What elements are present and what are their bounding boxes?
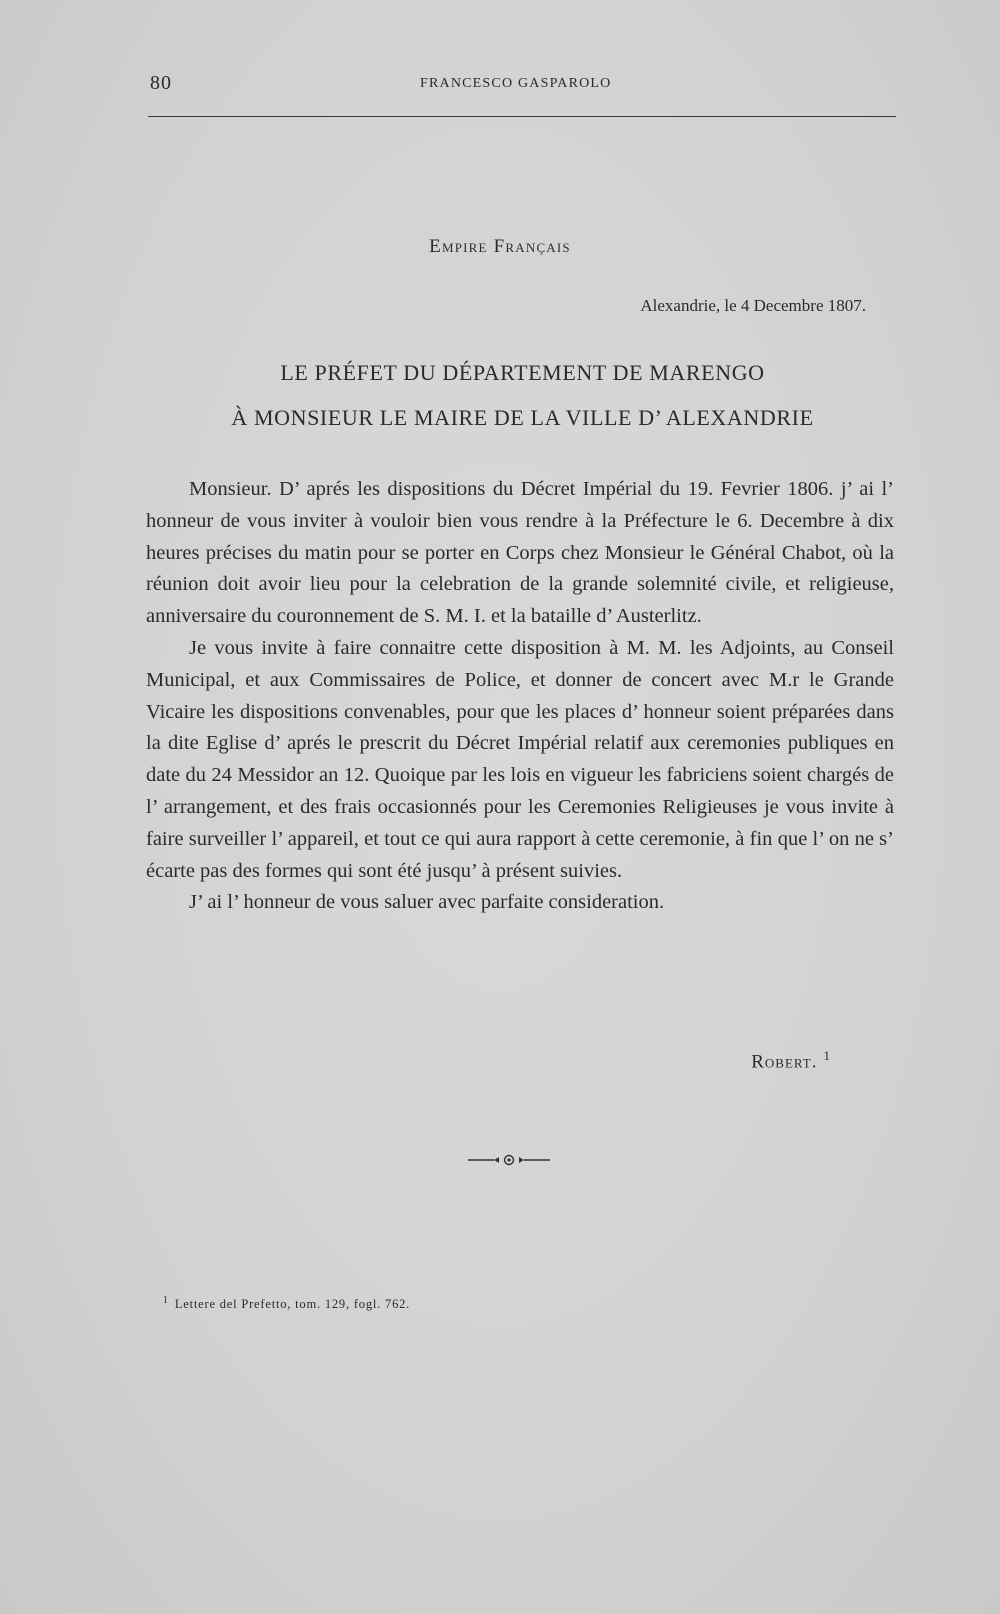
signature-name: Robert.: [751, 1051, 818, 1073]
page-number: 80: [150, 72, 172, 94]
empire-line: Empire Français: [429, 236, 571, 257]
footnote-text: Lettere del Prefetto, tom. 129, fogl. 762.: [174, 1297, 411, 1312]
body-paragraph: J’ ai l’ honneur de vous saluer avec parfaite consideration.: [189, 891, 665, 914]
footnote-mark: 1: [163, 1295, 169, 1306]
fleuron-divider-icon: [464, 1150, 554, 1170]
body-paragraph: Monsieur. D’ aprés les dispositions du Décret Impérial du 19. Fevrier 1806. j’ ai l’ honneur de vous inviter à vouloir bien vous rendre à la Préfecture le 6. Decembre à dix heures précises du matin pour se porter en Corps chez Monsieur le Général Chabot, où la réunion doit avoir lieu pour la celebration de la grande solemnité civile, et religieuse, anniversaire du couronnement de S. M. I. et la bataille d’ Austerlitz.: [146, 478, 894, 628]
running-head: [150, 72, 895, 98]
signature-line: [150, 1048, 831, 1073]
letter-heading-sender: LE PRÉFET DU DÉPARTEMENT DE MARENGO: [280, 360, 765, 385]
body-paragraph: Je vous invite à faire connaitre cette disposition à M. M. les Adjoints, au Conseil Municipal, et aux Commissaires de Police, et donner de concert avec M.r le Grande Vicaire les dispositions convenables, pour que les places d’ honneur soient préparées dans la dite Eglise d’ aprés le prescrit du Décret Impérial relatif aux ceremonies publiques en date du 24 Messidor an 12. Quoique par les lois en vigueur les fabriciens soient chargés de l’ arrangement, et des frais occasionnés pour les Ceremonies Religieuses je vous invite à faire surveiller l’ appareil, et tout ce qui aura rapport à cette ceremonie, à fin que l’ on ne s’ écarte pas des formes qui sont été jusqu’ à présent suivies.: [146, 636, 894, 882]
letter-heading-recipient: À MONSIEUR LE MAIRE DE LA VILLE D’ ALEXANDRIE: [231, 405, 814, 430]
dateline: Alexandrie, le 4 Decembre 1807.: [640, 296, 866, 315]
footnote-reference: 1: [823, 1048, 831, 1063]
running-title: FRANCESCO GASPAROLO: [420, 76, 612, 91]
footnote: [163, 1295, 410, 1312]
header-rule: [148, 116, 896, 117]
letter-body: [146, 474, 894, 919]
